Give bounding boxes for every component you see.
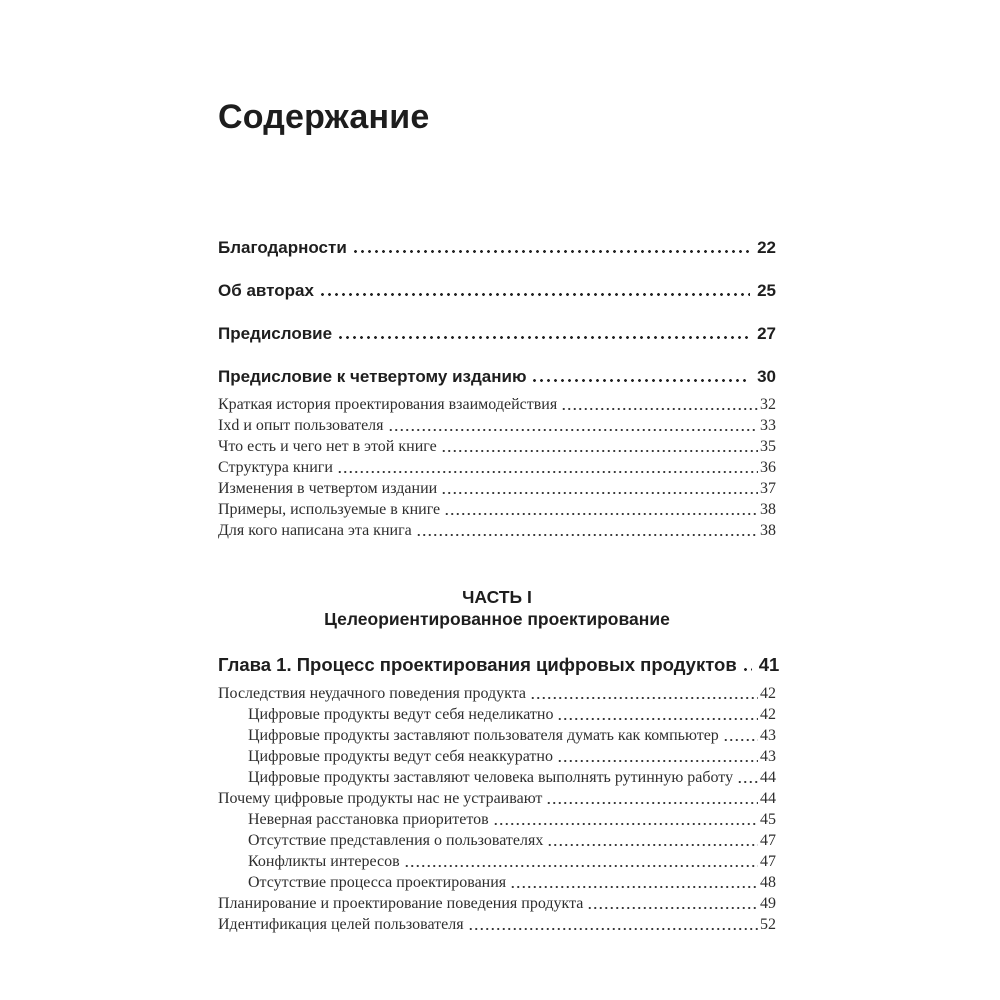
- toc-entry-label: Структура книги: [218, 459, 333, 476]
- part-heading: [218, 587, 776, 630]
- dot-leader: [737, 779, 758, 785]
- toc-entry-page: 42: [760, 685, 776, 702]
- toc-entry-page: 45: [760, 811, 776, 828]
- dot-leader: [530, 695, 758, 701]
- toc-entry: [218, 872, 776, 893]
- toc-entry-label: Конфликты интересов: [248, 853, 400, 870]
- dot-leader: [587, 905, 758, 911]
- toc-entry-label: Благодарности: [218, 238, 347, 257]
- toc-entry-page: 43: [760, 727, 776, 744]
- toc-entry-label: Предисловие к четвертому изданию: [218, 367, 527, 386]
- toc-entry-page: 42: [760, 706, 776, 723]
- toc-entry: [218, 683, 776, 704]
- toc-entry: [218, 788, 776, 809]
- dot-leader: [557, 716, 758, 722]
- part-title: Целеориентированное проектирование: [324, 608, 670, 629]
- dot-leader: [441, 448, 758, 454]
- front-matter-list: [218, 238, 776, 387]
- toc-entry-label: Планирование и проектирование поведения продукта: [218, 895, 584, 912]
- toc-entry-page: 48: [760, 874, 776, 891]
- toc-entry-page: 37: [760, 480, 776, 497]
- dot-leader: [510, 884, 758, 890]
- dot-leader: [404, 863, 758, 869]
- toc-entry: [218, 893, 776, 914]
- toc-entry-page: 52: [760, 916, 776, 933]
- toc-entry-label: Что есть и чего нет в этой книге: [218, 438, 437, 455]
- dot-leader: [561, 406, 758, 412]
- toc-entry: [218, 767, 776, 788]
- toc-entry-label: Для кого написана эта книга: [218, 522, 412, 539]
- toc-entry: [218, 394, 776, 415]
- dot-leader: [337, 469, 758, 475]
- toc-entry-label: Почему цифровые продукты нас не устраивают: [218, 790, 543, 807]
- toc-entry-page: 47: [760, 853, 776, 870]
- toc-entry-page: 38: [760, 501, 776, 518]
- toc-entry: [218, 809, 776, 830]
- dot-leader: [531, 377, 750, 384]
- chapter1-entries-list: [218, 683, 776, 935]
- dot-leader: [319, 291, 750, 298]
- toc-entry-label: Цифровые продукты заставляют пользователя думать как компьютер: [248, 727, 719, 744]
- toc-entry-label: Неверная расстановка приоритетов: [248, 811, 489, 828]
- toc-entry: [218, 367, 776, 387]
- toc-entry-page: 30: [757, 367, 776, 386]
- toc-entry: [218, 499, 776, 520]
- toc-entry: [218, 478, 776, 499]
- toc-entry: [218, 436, 776, 457]
- dot-leader: [493, 821, 758, 827]
- dot-leader: [546, 800, 758, 806]
- toc-entry: [218, 725, 776, 746]
- toc-entry-page: 35: [760, 438, 776, 455]
- dot-leader: [388, 427, 758, 433]
- toc-entry: [218, 520, 776, 541]
- dot-leader: [547, 842, 758, 848]
- toc-content-column: [218, 0, 780, 935]
- toc-entry-label: Изменения в четвертом издании: [218, 480, 438, 497]
- toc-entry-page: 27: [757, 324, 776, 343]
- dot-leader: [337, 334, 750, 341]
- dot-leader: [723, 737, 758, 743]
- toc-entry-label: Последствия неудачного поведения продукта: [218, 685, 527, 702]
- toc-entry: [218, 324, 776, 344]
- chapter-heading-entry: [218, 654, 780, 676]
- toc-entry: [218, 851, 776, 872]
- dot-leader: [352, 248, 750, 255]
- toc-entry-page: 25: [757, 281, 776, 300]
- chapter-page: 41: [758, 654, 780, 675]
- dot-leader: [742, 666, 752, 673]
- toc-entry-page: 47: [760, 832, 776, 849]
- toc-entry-label: Идентификация целей пользователя: [218, 916, 464, 933]
- toc-entry-page: 44: [760, 790, 776, 807]
- toc-entry-page: 36: [760, 459, 776, 476]
- toc-entry-label: Предисловие: [218, 324, 333, 343]
- toc-entry: [218, 281, 776, 301]
- toc-entry-page: 32: [760, 396, 776, 413]
- toc-entry: [218, 457, 776, 478]
- toc-entry-label: Отсутствие представления о пользователях: [248, 832, 544, 849]
- toc-entry-page: 43: [760, 748, 776, 765]
- toc-entry-page: 44: [760, 769, 776, 786]
- toc-entry: [218, 704, 776, 725]
- toc-entry: [218, 746, 776, 767]
- toc-entry-label: Цифровые продукты заставляют человека выполнять рутинную работу: [248, 769, 734, 786]
- preface-entries-list: [218, 394, 776, 541]
- page-title: Содержание: [218, 98, 430, 136]
- toc-entry-label: Об авторах: [218, 281, 314, 300]
- part-kicker: ЧАСТЬ I: [462, 587, 532, 607]
- toc-entry-label: Цифровые продукты ведут себя неделикатно: [248, 706, 554, 723]
- toc-entry-label: Примеры, используемые в книге: [218, 501, 441, 518]
- toc-entry-page: 49: [760, 895, 776, 912]
- chapter-label: Глава 1. Процесс проектирования цифровых продуктов: [218, 654, 737, 675]
- dot-leader: [416, 532, 758, 538]
- toc-entry: [218, 415, 776, 436]
- toc-entry-label: Цифровые продукты ведут себя неаккуратно: [248, 748, 553, 765]
- dot-leader: [444, 511, 758, 517]
- toc-entry-label: Ixd и опыт пользователя: [218, 417, 384, 434]
- toc-entry-page: 22: [757, 238, 776, 257]
- toc-entry: [218, 914, 776, 935]
- toc-entry: [218, 830, 776, 851]
- dot-leader: [441, 490, 758, 496]
- toc-entry-page: 38: [760, 522, 776, 539]
- dot-leader: [557, 758, 758, 764]
- toc-entry-label: Отсутствие процесса проектирования: [248, 874, 507, 891]
- toc-entry: [218, 238, 776, 258]
- dot-leader: [468, 926, 758, 932]
- toc-entry-page: 33: [760, 417, 776, 434]
- toc-entry-label: Краткая история проектирования взаимодействия: [218, 396, 558, 413]
